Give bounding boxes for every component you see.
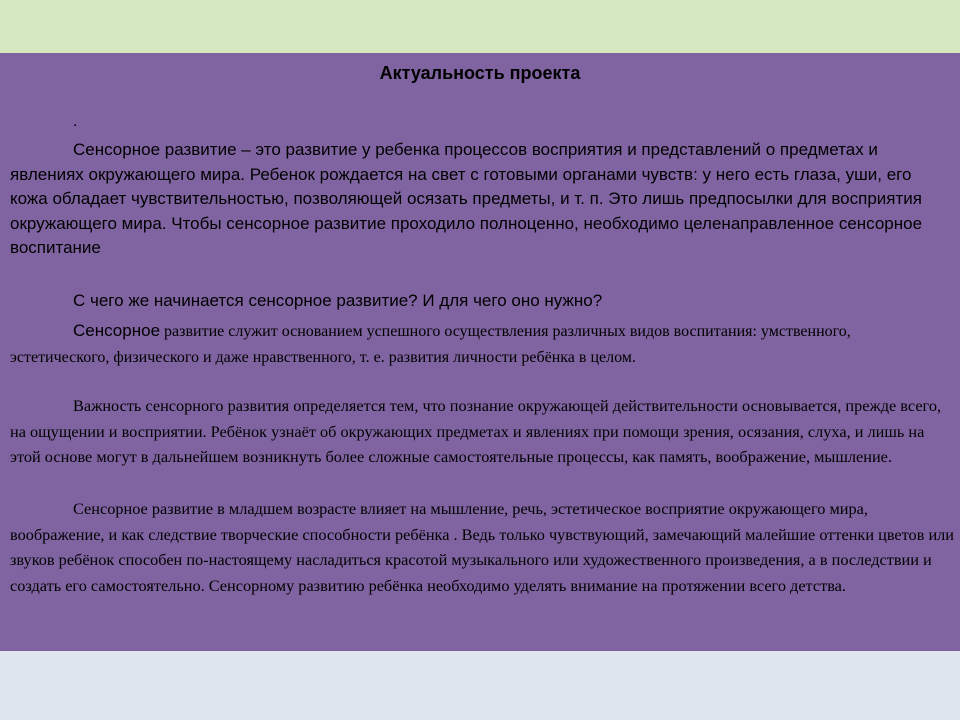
- paragraph-importance: Важность сенсорного развития определяется тем, что познание окружающей действительности основывается, прежде всего, на ощущении и восприятии. Ребёнок узнаёт об окружающих предметах и явлениях при помощи зрения, осязания, слуха, и лишь на этой основе могут в дальнейшем возникнуть более сложные самостоятельные процессы, как память, воображение, мышление.: [10, 396, 942, 466]
- top-band: [0, 0, 960, 53]
- paragraph-question: [10, 289, 950, 314]
- bottom-band: [0, 651, 960, 720]
- paragraph-text: Сенсорное развитие – это развитие у ребенка процессов восприятия и представлений о предметах и явлениях окружающего мира. Ребенок рождается на свет с готовыми органами чувств: у него есть глаза, уши, его кожа обладает чувствительностью, позволяющей осязать предметы, и т. п. Это лишь предпосылки для восприятия окружающего мира. Чтобы сенсорное развитие проходило полноценно, необходимо целенаправленное сенсорное воспитание: [10, 140, 923, 257]
- bullet-dot: .: [73, 113, 78, 130]
- paragraph-early-age: Сенсорное развитие в младшем возрасте влияет на мышление, речь, эстетическое восприятие окружающего мира, воображение, и как следствие творческие способности ребёнка . Ведь только чувствующий, замечающий малейшие оттенки цветов или звуков ребёнок способен по-настоящему насладиться красотой музыкального или художественного произведения, а в последствии и создать его самостоятельно. Сенсорному развитию ребёнка необходимо уделять внимание на протяжении всего детства.: [10, 499, 955, 595]
- page-title: Актуальность проекта: [379, 63, 581, 83]
- paragraph-text: развитие служит основанием успешного осуществления различных видов воспитания: умственного, эстетического, физического и даже нравственного, т. е. развития личности ребёнка в целом.: [10, 323, 851, 366]
- paragraph-text: С чего же начинается сенсорное развитие? И для чего оно нужно?: [73, 291, 603, 310]
- paragraph-lead-word: Сенсорное: [73, 321, 161, 340]
- paragraph-basis: [10, 318, 950, 371]
- paragraph-definition: [10, 138, 950, 261]
